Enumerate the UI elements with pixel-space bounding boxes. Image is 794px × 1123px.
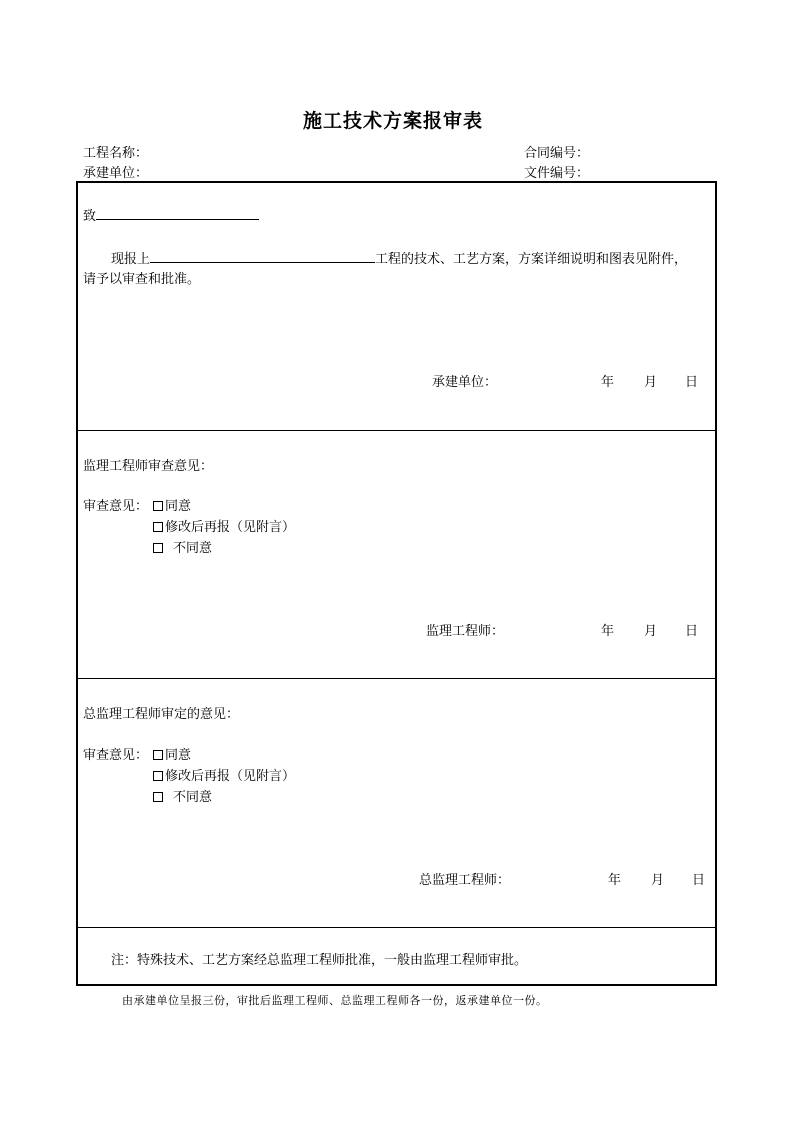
contractor-sign-label: 承建单位： [432, 375, 498, 390]
month-label: 月 [651, 873, 665, 888]
option-disagree-label: 不同意 [173, 790, 213, 805]
contractor-label: 承建单位： [83, 166, 149, 181]
project-name-label: 工程名称： [83, 146, 149, 161]
month-label: 月 [644, 624, 658, 639]
option-agree[interactable] [153, 744, 191, 763]
to-label: 致 [83, 209, 97, 224]
option-agree-label: 同意 [165, 748, 192, 763]
addressee-blank[interactable] [96, 207, 259, 220]
year-label: 年 [608, 873, 622, 888]
review-label: 审查意见： [83, 499, 149, 514]
day-label: 日 [692, 873, 706, 888]
form-frame [76, 181, 717, 986]
supervisor-review-heading: 监理工程师审查意见： [83, 459, 214, 474]
body-line2: 请予以审查和批准。 [83, 272, 201, 287]
day-label: 日 [685, 624, 699, 639]
review-label: 审查意见： [83, 748, 149, 763]
checkbox-icon[interactable] [153, 543, 163, 553]
footnote: 由承建单位呈报三份，审批后监理工程师、总监理工程师各一份，返承建单位一份。 [122, 994, 548, 1007]
chief-review-heading: 总监理工程师审定的意见： [83, 707, 240, 722]
option-revise-label: 修改后再报（见附言） [165, 769, 296, 784]
day-label: 日 [685, 375, 699, 390]
checkbox-icon[interactable] [153, 792, 163, 802]
option-disagree[interactable] [153, 537, 212, 556]
year-label: 年 [601, 375, 615, 390]
month-label: 月 [644, 375, 658, 390]
contract-no-label: 合同编号： [524, 146, 590, 161]
submission-body [111, 248, 687, 267]
option-agree-label: 同意 [165, 499, 192, 514]
form-title: 施工技术方案报审表 [303, 110, 484, 132]
file-no-label: 文件编号： [524, 166, 590, 181]
section-divider [76, 678, 717, 679]
checkbox-icon[interactable] [153, 750, 163, 760]
option-revise[interactable] [153, 516, 295, 535]
option-disagree-label: 不同意 [173, 541, 213, 556]
section-divider [76, 430, 717, 431]
year-label: 年 [601, 624, 615, 639]
project-blank[interactable] [150, 250, 375, 263]
option-revise-label: 修改后再报（见附言） [165, 520, 296, 535]
option-revise[interactable] [153, 765, 295, 784]
supervisor-sign-label: 监理工程师： [426, 624, 505, 639]
option-agree[interactable] [153, 495, 191, 514]
section-divider [76, 927, 717, 928]
checkbox-icon[interactable] [153, 522, 163, 532]
body-suffix: 工程的技术、工艺方案，方案详细说明和图表见附件， [375, 252, 688, 267]
submission-addressee [83, 205, 259, 224]
approval-note: 注：特殊技术、工艺方案经总监理工程师批准，一般由监理工程师审批。 [111, 953, 528, 968]
option-disagree[interactable] [153, 786, 212, 805]
chief-sign-label: 总监理工程师： [419, 873, 511, 888]
checkbox-icon[interactable] [153, 501, 163, 511]
checkbox-icon[interactable] [153, 771, 163, 781]
body-prefix: 现报上 [111, 252, 151, 267]
